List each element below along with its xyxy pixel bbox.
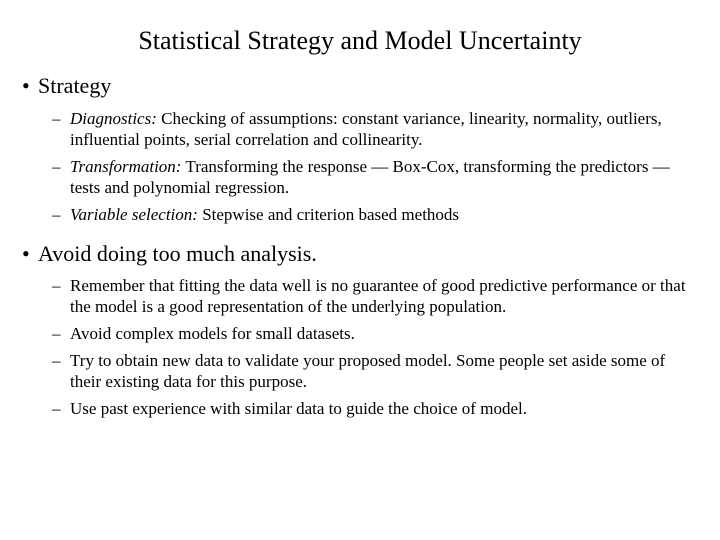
list-item-past-experience — [52, 398, 692, 419]
item-text: Checking of assumptions: constant variance, linearity, normality, outliers, influential points, serial correlation and collinearity. — [70, 109, 662, 149]
dash-icon: – — [52, 157, 61, 176]
item-term: Diagnostics: — [70, 109, 157, 128]
list-item-variable-selection — [52, 204, 692, 225]
list-item-diagnostics — [52, 108, 692, 150]
item-text: Remember that fitting the data well is no guarantee of good predictive performance or that the model is a good representation of the underlying population. — [70, 276, 686, 316]
avoid-sub-list — [52, 275, 692, 425]
bullet-heading: Avoid doing too much analysis. — [38, 241, 317, 266]
bullet-icon: • — [22, 73, 30, 98]
item-term: Variable selection: — [70, 205, 198, 224]
item-term: Transformation: — [70, 157, 182, 176]
item-text: Transforming the response — Box-Cox, transforming the predictors — tests and polynomial regression. — [70, 157, 670, 197]
bullet-heading: Strategy — [38, 73, 112, 98]
slide-title: Statistical Strategy and Model Uncertainty — [138, 26, 582, 55]
bullet-icon: • — [22, 241, 30, 266]
bullet-strategy — [22, 72, 698, 100]
dash-icon: – — [52, 276, 61, 295]
list-item-new-data — [52, 350, 692, 392]
item-text: Avoid complex models for small datasets. — [70, 324, 355, 343]
dash-icon: – — [52, 324, 61, 343]
dash-icon: – — [52, 109, 61, 128]
strategy-sub-list — [52, 108, 692, 231]
dash-icon: – — [52, 399, 61, 418]
dash-icon: – — [52, 351, 61, 370]
item-text: Use past experience with similar data to guide the choice of model. — [70, 399, 527, 418]
bullet-avoid-analysis — [22, 240, 698, 268]
item-text: Try to obtain new data to validate your proposed model. Some people set aside some of their existing data for this purpose. — [70, 351, 666, 391]
list-item-remember — [52, 275, 692, 317]
dash-icon: – — [52, 205, 61, 224]
list-item-transformation — [52, 156, 692, 198]
list-item-avoid-complex — [52, 323, 692, 344]
item-text: Stepwise and criterion based methods — [197, 205, 460, 224]
